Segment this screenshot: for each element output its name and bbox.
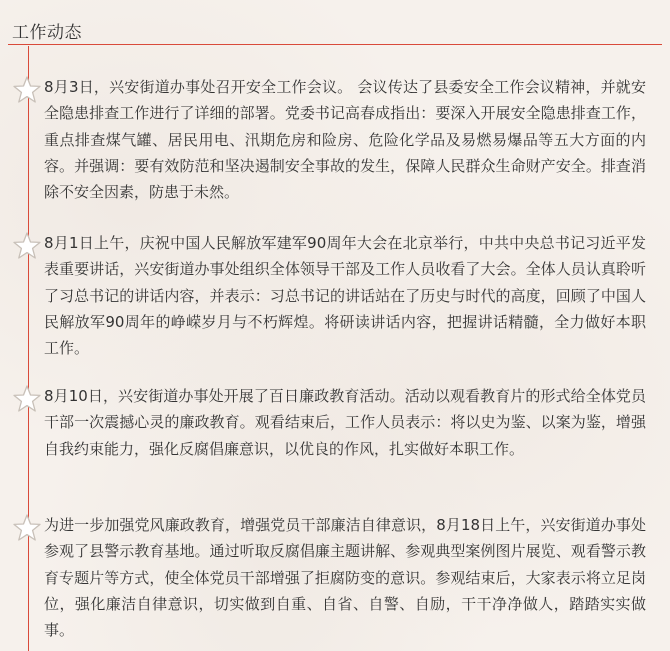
news-entry-text: 8月10日，兴安街道办事处开展了百日廉政教育活动。活动以观看教育片的形式给全体党员干部一次震撼心灵的廉政教育。观看结束后，工作人员表示：将以史为鉴、以案为鉴，增强自我约束能力，强化反腐倡廉意识，以优良的作风，扎实做好本职工作。	[44, 387, 646, 458]
news-entry-text: 为进一步加强党风廉政教育，增强党员干部廉洁自律意识，8月18日上午，兴安街道办事处参观了县警示教育基地。通过听取反腐倡廉主题讲解、参观典型案例图片展览、观看警示教育专题片等方式，使全体党员干部增强了拒腐防变的意识。参观结束后，大家表示将立足岗位，强化廉洁自律意识，切实做到自重、自省、自警、自励，干干净净做人，踏踏实实做事。	[44, 516, 646, 640]
star-icon	[12, 231, 42, 261]
star-icon	[12, 513, 42, 543]
news-entry	[12, 230, 652, 361]
news-entry	[12, 383, 652, 462]
news-entry	[12, 512, 652, 643]
section-title: 工作动态	[12, 23, 82, 43]
star-icon	[12, 75, 42, 105]
news-entry	[12, 74, 652, 205]
news-entry-text: 8月3日，兴安街道办事处召开安全工作会议。 会议传达了县委安全工作会议精神，并就安全隐患排查工作进行了详细的部署。党委书记高春成指出：要深入开展安全隐患排查工作，重点排查煤气罐、居民用电、汛期危房和险房、危险化学品及易燃易爆品等五大方面的内容。并强调：要有效防范和坚决遏制安全事故的发生，保障人民群众生命财产安全。排查消除不安全因素，防患于未然。	[44, 78, 646, 202]
header-divider	[8, 44, 662, 45]
star-icon	[12, 384, 42, 414]
news-entry-text: 8月1日上午，庆祝中国人民解放军建军90周年大会在北京举行，中共中央总书记习近平发表重要讲话，兴安街道办事处组织全体领导干部及工作人员收看了大会。全体人员认真聆听了习总书记的讲话内容，并表示：习总书记的讲话站在了历史与时代的高度，回顾了中国人民解放军90周年的峥嵘岁月与不朽辉煌。将研读讲话内容，把握讲话精髓，全力做好本职工作。	[44, 234, 646, 358]
